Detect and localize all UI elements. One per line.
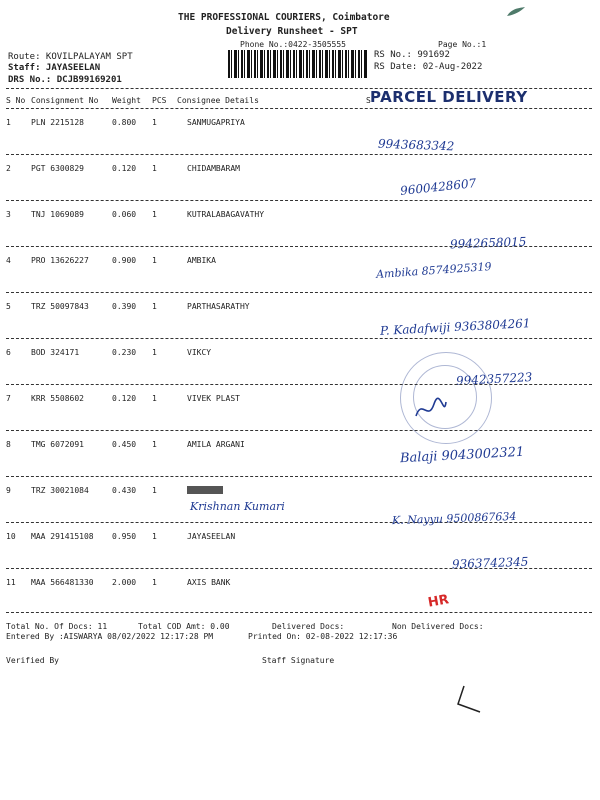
row-pcs: 1 [152, 394, 157, 403]
row-pcs: 1 [152, 256, 157, 265]
row-weight: 0.120 [112, 394, 137, 403]
row-consignee: CHIDAMBARAM [187, 164, 240, 173]
row-sno: 6 [6, 348, 11, 357]
col-header-pcs: PCS [152, 96, 167, 105]
handwritten-signature: 9943683342 [377, 136, 455, 154]
col-header-sno: S No [6, 96, 26, 105]
row-sno: 3 [6, 210, 11, 219]
row-sno: 8 [6, 440, 11, 449]
handwritten-signature: Ambika 8574925319 [375, 259, 492, 282]
row-consignment: TNJ 1069089 [31, 210, 84, 219]
row-consignment: TMG 6072091 [31, 440, 84, 449]
row-weight: 0.230 [112, 348, 137, 357]
delivered-docs: Delivered Docs: [272, 622, 345, 631]
barcode [228, 50, 368, 78]
handwritten-signature: 9363742345 [451, 554, 529, 572]
row-divider [6, 246, 592, 247]
row-sno: 9 [6, 486, 11, 495]
row-divider [6, 200, 592, 201]
row-pcs: 1 [152, 578, 157, 587]
row-divider [6, 384, 592, 385]
row-weight: 0.430 [112, 486, 137, 495]
row-sno: 10 [6, 532, 16, 541]
row-sno: 1 [6, 118, 11, 127]
row-consignee: VIKCY [187, 348, 212, 357]
verified-by: Verified By [6, 656, 59, 665]
row-divider [6, 476, 592, 477]
row-pcs: 1 [152, 302, 157, 311]
row-consignee: AXIS BANK [187, 578, 231, 587]
row-weight: 0.900 [112, 256, 137, 265]
redacted-consignee [187, 486, 223, 494]
row-divider [6, 154, 592, 155]
row-pcs: 1 [152, 118, 157, 127]
row-sno: 2 [6, 164, 11, 173]
row-weight: 0.390 [112, 302, 137, 311]
row-weight: 0.950 [112, 532, 137, 541]
row-consignment: TRZ 50097843 [31, 302, 89, 311]
row-sno: 11 [6, 578, 16, 587]
row-consignment: PGT 6300829 [31, 164, 84, 173]
document-title: Delivery Runsheet - SPT [226, 26, 358, 37]
row-consignment: PRO 13626227 [31, 256, 89, 265]
handwritten-signature: 9942658015 [449, 234, 527, 252]
handwritten-signature: Balaji 9043002321 [399, 444, 525, 467]
handwritten-extra: K. Nayyu 9500867634 [391, 509, 517, 528]
row-divider [6, 430, 592, 431]
row-weight: 2.000 [112, 578, 137, 587]
row-consignee: VIVEK PLAST [187, 394, 240, 403]
row-sno: 4 [6, 256, 11, 265]
row-pcs: 1 [152, 348, 157, 357]
phone-number: Phone No.:0422-3505555 [240, 40, 346, 49]
row-weight: 0.800 [112, 118, 137, 127]
row-divider [6, 338, 592, 339]
handwritten-signature: 9942357223 [455, 370, 533, 388]
signature-scribble [414, 396, 448, 424]
row-pcs: 1 [152, 486, 157, 495]
company-name: THE PROFESSIONAL COURIERS, Coimbatore [178, 12, 390, 23]
staff-signature-label: Staff Signature [262, 656, 335, 665]
row-consignment: BOD 324171 [31, 348, 80, 357]
table-header-divider [6, 108, 592, 109]
row-consignee: SANMUGAPRIYA [187, 118, 245, 127]
row-consignment: TRZ 30021084 [31, 486, 89, 495]
total-cod: Total COD Amt: 0.00 [138, 622, 230, 631]
handwritten-signature: Krishnan Kumari [190, 500, 285, 513]
page-number: Page No.:1 [438, 40, 487, 49]
col-header-sign: S [366, 96, 371, 105]
staff-signature-mark [454, 684, 484, 714]
row-consignee: PARTHASARATHY [187, 302, 250, 311]
handwritten-signature: P. Kadafwiji 9363804261 [379, 316, 531, 338]
col-header-consignee: Consignee Details [177, 96, 259, 105]
col-header-consignment: Consignment No [31, 96, 99, 105]
row-consignee: KUTRALABAGAVATHY [187, 210, 265, 219]
parcel-delivery-stamp: PARCEL DELIVERY [370, 88, 528, 106]
row-pcs: 1 [152, 164, 157, 173]
row-consignment: MAA 291415108 [31, 532, 94, 541]
route: Route: KOVILPALAYAM SPT [8, 52, 133, 62]
row-divider [6, 612, 592, 613]
row-divider [6, 568, 592, 569]
row-sno: 5 [6, 302, 11, 311]
handwritten-signature: HR [426, 592, 451, 611]
non-delivered-docs: Non Delivered Docs: [392, 622, 484, 631]
drs-number: DRS No.: DCJB99169201 [8, 75, 122, 85]
feather-mark-icon [506, 6, 526, 18]
row-weight: 0.120 [112, 164, 137, 173]
row-weight: 0.450 [112, 440, 137, 449]
row-consignment: KRR 5508602 [31, 394, 84, 403]
row-consignee: JAYASEELAN [187, 532, 236, 541]
total-docs: Total No. Of Docs: 11 [6, 622, 108, 631]
row-consignee: AMBIKA [187, 256, 216, 265]
row-consignee: AMILA ARGANI [187, 440, 245, 449]
row-divider [6, 292, 592, 293]
row-consignment: PLN 2215128 [31, 118, 84, 127]
staff: Staff: JAYASEELAN [8, 63, 101, 73]
col-header-weight: Weight [112, 96, 141, 105]
rs-date: RS Date: 02-Aug-2022 [374, 62, 483, 72]
row-pcs: 1 [152, 532, 157, 541]
row-pcs: 1 [152, 210, 157, 219]
printed-on: Printed On: 02-08-2022 12:17:36 [248, 632, 398, 641]
row-consignment: MAA 566481330 [31, 578, 94, 587]
entered-by: Entered By :AISWARYA 08/02/2022 12:17:28 PM [6, 632, 214, 641]
handwritten-signature: 9600428607 [399, 176, 477, 198]
row-pcs: 1 [152, 440, 157, 449]
rs-number: RS No.: 991692 [374, 50, 450, 60]
row-weight: 0.060 [112, 210, 137, 219]
row-sno: 7 [6, 394, 11, 403]
